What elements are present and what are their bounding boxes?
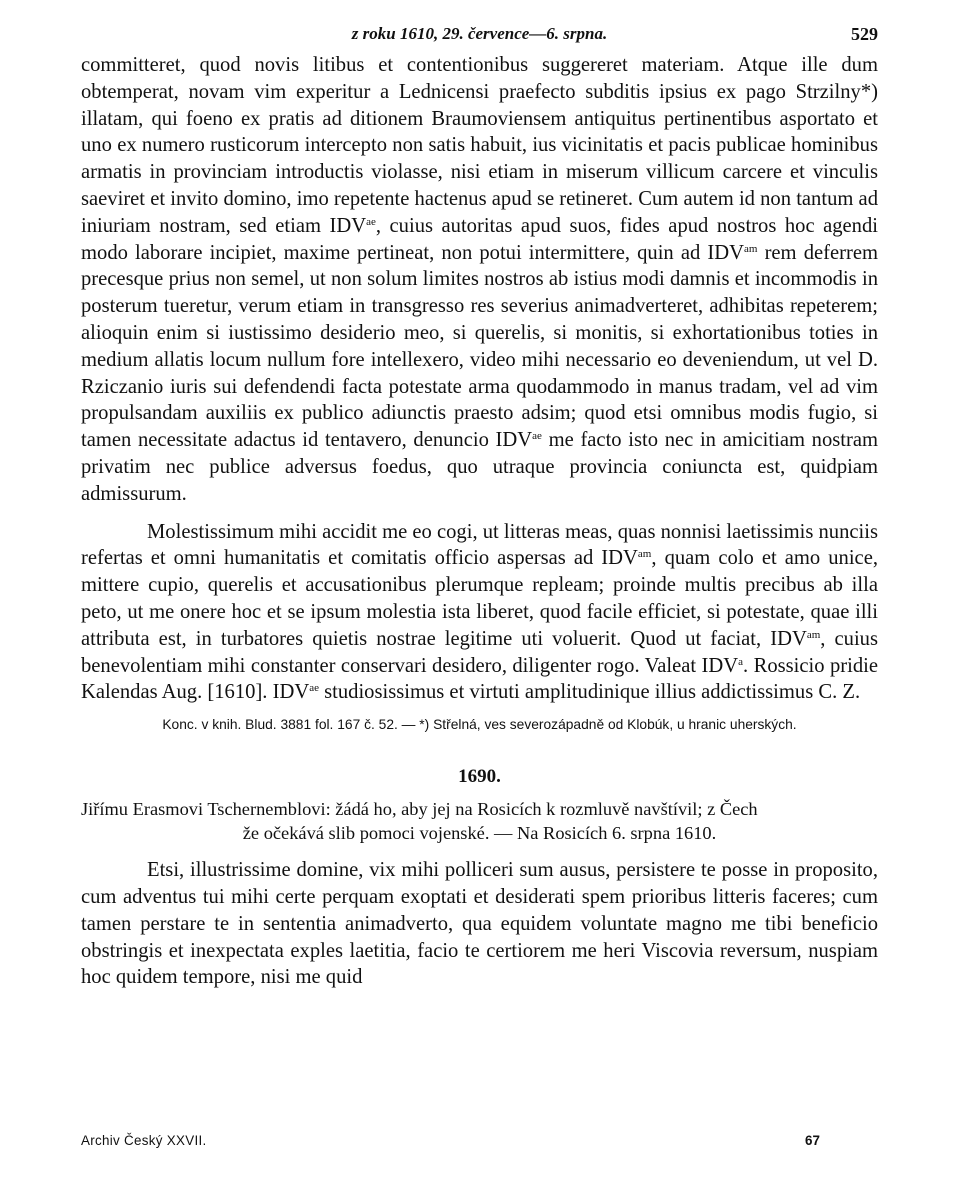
sheet-number: 67 (805, 1133, 820, 1148)
running-head (81, 24, 878, 52)
text-span: studiosissimus et virtuti amplitudinique illius addictissimus C. Z. (318, 681, 861, 704)
regest-line-1: Jiřímu Erasmovi Tschernemblovi: žádá ho, aby jej na Rosicích k rozmluvě navštívil; z Čech (81, 799, 758, 820)
text-span: Molestissimum mihi accidit me eo cogi, ut litteras meas, quas nonnisi laetissimis nunciis refertas et omni humanitatis et comitatis officio aspersas ad IDV (81, 520, 878, 570)
superscript: am (744, 242, 758, 255)
text-span: rem deferrem precesque prius non semel, ut non solum limites nostros ab istius modi damnis et incommodis in posterum tueretur, verum etiam in transgresso res severius animadverteret, adhibitas repeterem; alioquin enim si iustissimo desiderio meo, si querelis, si monitis, si exhortationibus toties in medium allatis locum nullum fore intellexero, video mihi necessario eo deveniendum, ut vel D. Rziczanio iuris sui defendendi facta potestate arma quodammodo in manus tradam, vel ad vim propulsandam auxiliis ex publico adiunctis praesto adsim; quod etsi omnibus modis fugio, si tamen necessitate adactus id tentavero, denuncio IDV (81, 241, 879, 452)
letter-paragraph-2 (81, 519, 878, 707)
document-regest (81, 797, 878, 845)
text-span: me facto isto nec in amicitiam nostram privatim nec publice adversus foedus, quo utraque provincia coniuncta est, quidpiam admissurum. (81, 429, 878, 505)
page-number: 529 (851, 24, 878, 44)
running-title: z roku 1610, 29. července—6. srpna. (351, 24, 608, 43)
regest-line-2: že očekává slib pomoci vojenské. — Na Rosicích 6. srpna 1610. (242, 823, 717, 844)
page-footer (81, 1133, 878, 1153)
superscript: ae (366, 215, 376, 228)
text-span: . Rossicio pridie Kalendas Aug. [1610]. IDV (81, 654, 878, 704)
text-span: committeret, quod novis litibus et contentionibus suggereret materiam. Atque ille dum obtemperat, novam vim experitur a Lednicensi praefecto subditis ipsius ex pago Strzilny*) illatam, qui foeno ex pratis ad ditionem Braumoviensem antiquitus pertinentibus asportato et uno ex numero rusticorum intercepto non satis habuit, ius vicinitatis et pacis publicae hominibus armatis in provinciam introductis violasse, nisi etiam in miserum villicum carcere et vinculis saeviret et invito domino, imo repetente hactenus apud se retineret. Cum autem id non tantum ad iniuriam nostram, sed etiam IDV (81, 54, 878, 237)
superscript: a (738, 655, 744, 668)
superscript: ae (309, 682, 319, 695)
letter-paragraph-1 (81, 52, 878, 508)
document-number: 1690. (458, 766, 501, 788)
page-content (81, 24, 878, 991)
superscript: am (637, 548, 652, 561)
superscript: ae (532, 430, 542, 443)
superscript: am (806, 628, 821, 641)
text-span: , quam colo et amo unice, mittere cupio, querelis et accusationibus plerumque repleam; proinde multis precibus ab illa peto, ut me onere hoc et se ipsum molestia ista liberet, quod facile efficiet, si potestate, quae illi attributa est, in turbatores quietis nostrae legitime uti voluerit. Quod ut faciat, IDV (81, 547, 878, 650)
document-text: Etsi, illustrissime domine, vix mihi polliceri sum ausus, persistere te posse in proposito, cum adventus tui mihi certe perquam exoptati et desiderati spem prioribus litteris faceres; cum tamen perstare te in sententia animadverto, qua equidem voluntate magno me tibi beneficio obstringis et inexpectata exples laetitia, facio te certiorem me heri Viscovia reversum, nuspiam hoc quidem tempore, nisi me quid (81, 859, 878, 989)
signature-mark: Archiv Český XXVII. (81, 1133, 207, 1148)
text-span: , cuius benevolentiam mihi constanter conservari desidero, diligenter rogo. Valeat IDV (81, 627, 878, 677)
footnote: Konc. v knih. Blud. 3881 fol. 167 č. 52. — *) Střelná, ves severozápadně od Klobúk, u hranic uherských. (162, 717, 797, 733)
text-span: , cuius autoritas apud suos, fides apud nostros hoc agendi modo laborare incipiet, maxime pertineat, non potui intermittere, quin ad IDV (81, 214, 878, 264)
